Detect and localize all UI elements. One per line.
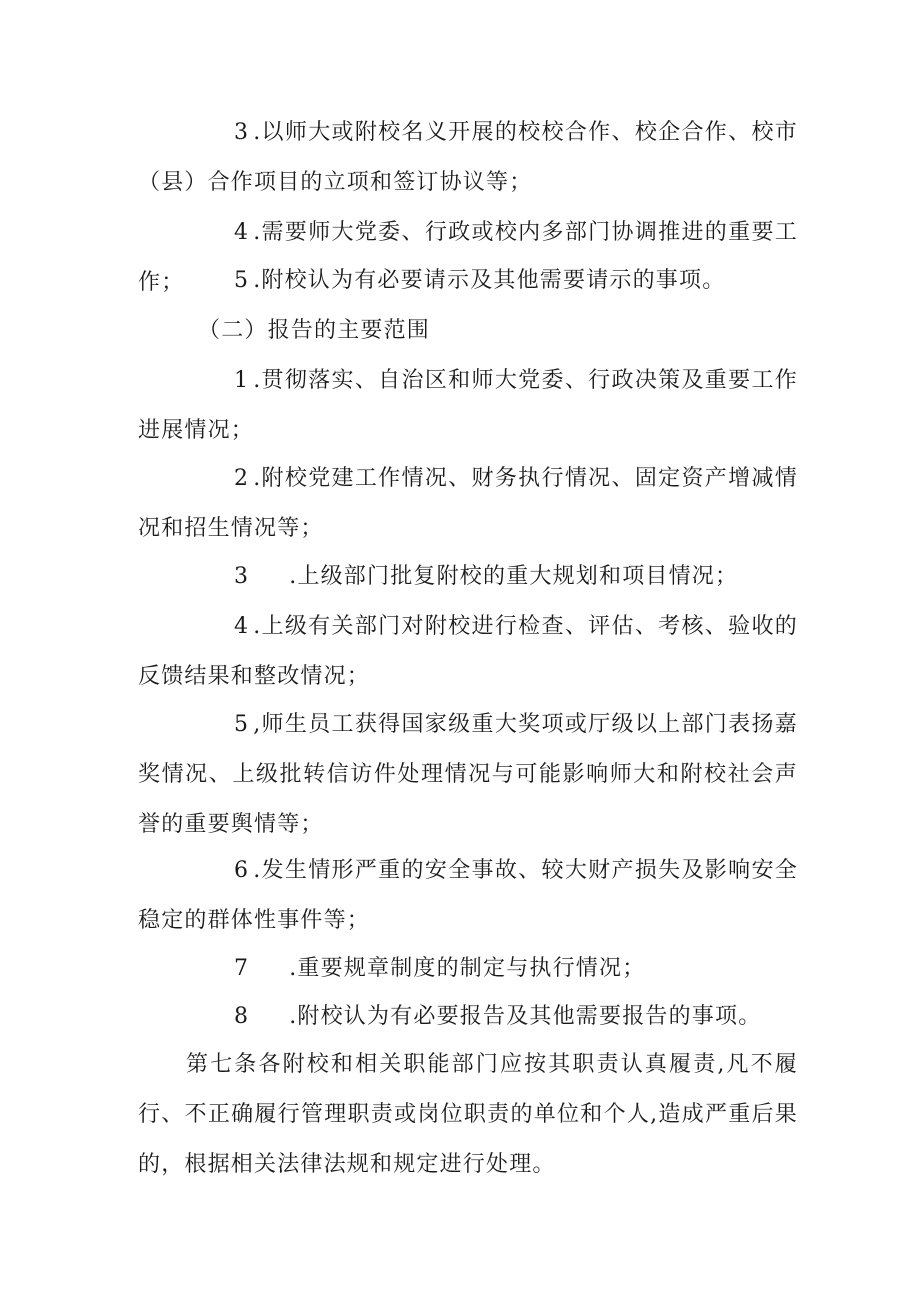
item-number: 4 <box>234 220 250 245</box>
paragraph-request-item-5 <box>138 256 798 306</box>
paragraph-report-item-3 <box>138 552 798 602</box>
item-number: 5 <box>234 712 250 737</box>
paragraph-report-item-8 <box>138 992 798 1042</box>
item-number: 4 <box>234 614 250 639</box>
item-number: 2 <box>234 466 250 491</box>
paragraph-report-item-5 <box>138 700 798 850</box>
paragraph-report-item-2 <box>138 454 798 554</box>
paragraph-report-item-7 <box>138 944 798 994</box>
paragraph-text: .附校认为有必要报告及其他需要报告的事项。 <box>289 1004 762 1029</box>
paragraph-text: .附校认为有必要请示及其他需要请示的事项。 <box>253 268 726 293</box>
paragraph-report-item-1 <box>138 356 798 456</box>
paragraph-report-item-4 <box>138 602 798 702</box>
paragraph-text: .附校党建工作情况、财务执行情况、固定资产增减情况和招生情况等； <box>138 466 798 541</box>
paragraph-text: .以师大或附校名义开展的校校合作、校企合作、校市（县）合作项目的立项和签订协议等； <box>138 120 798 195</box>
section-heading-report-scope <box>138 306 798 356</box>
paragraph-text: ,师生员工获得国家级重大奖项或厅级以上部门表扬嘉奖情况、上级批转信访件处理情况与可能影响师大和附校社会声誉的重要舆情等； <box>138 712 798 837</box>
paragraph-text: .重要规章制度的制定与执行情况； <box>289 956 646 981</box>
section-heading-text: （二）报告的主要范围 <box>198 318 431 343</box>
item-number: 7 <box>234 956 250 981</box>
paragraph-text: .贯彻落实、自治区和师大党委、行政决策及重要工作进展情况； <box>138 368 798 443</box>
item-number: 3 <box>234 564 250 589</box>
item-number: 5 <box>234 268 250 293</box>
item-number: 6 <box>234 858 250 883</box>
paragraph-text: .上级部门批复附校的重大规划和项目情况； <box>289 564 739 589</box>
paragraph-report-item-6 <box>138 846 798 946</box>
item-number: 8 <box>234 1004 250 1029</box>
paragraph-text: .上级有关部门对附校进行检查、评估、考核、验收的反馈结果和整改情况； <box>138 614 798 689</box>
paragraph-article-7 <box>138 1040 798 1190</box>
item-number: 1 <box>234 368 250 393</box>
paragraph-request-item-3 <box>138 108 798 208</box>
paragraph-text: .需要师大党委、行政或校内多部门协调推进的重要工作； <box>138 220 798 295</box>
paragraph-text: .发生情形严重的安全事故、较大财产损失及影响安全稳定的群体性事件等； <box>138 858 798 933</box>
paragraph-text: 第七条各附校和相关职能部门应按其职责认真履责,凡不履行、不正确履行管理职责或岗位职责的单位和个人,造成严重后果的，根据相关法律法规和规定进行处理。 <box>138 1052 798 1177</box>
item-number: 3 <box>234 120 250 145</box>
